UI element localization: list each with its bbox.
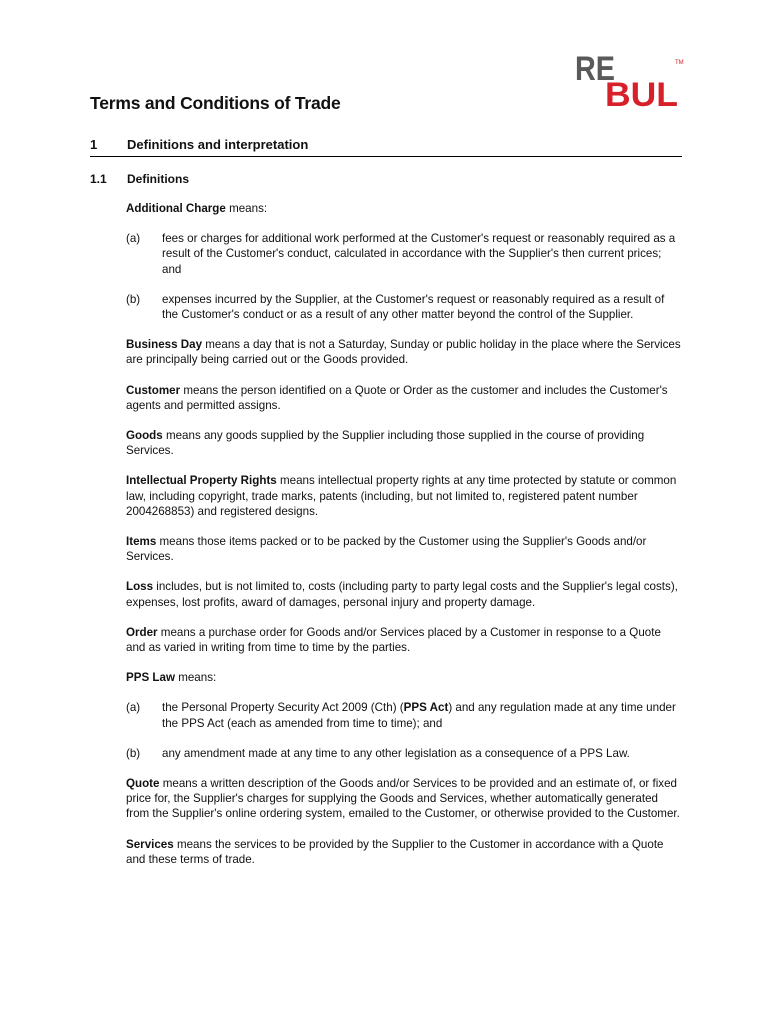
logo-trademark: TM <box>675 60 684 66</box>
definition-text: means: <box>174 671 217 685</box>
definition-business-day <box>126 337 682 367</box>
rebul-logo <box>575 50 685 108</box>
definition-term: Loss <box>126 580 154 594</box>
definition-intellectual-property-rights <box>126 473 682 519</box>
definition-text: means a purchase order for Goods and/or Services placed by a Customer in response to a Quote and as varied in writing from time to time by the parties. <box>126 625 661 655</box>
section-number: 1 <box>90 137 98 152</box>
definition-text: means: <box>225 202 268 215</box>
definition-order <box>126 625 682 655</box>
document-title: Terms and Conditions of Trade <box>90 93 341 113</box>
sub-item-text: fees or charges for additional work performed at the Customer's request or reasonably required as a result of the Customer's conduct, calculated in accordance with the Supplier's then current prices; and <box>162 232 676 276</box>
definition-sub-item <box>126 700 682 730</box>
sub-item-text-before: the Personal Property Security Act 2009 (Cth) ( <box>162 701 404 715</box>
sub-item-text: any amendment made at any time to any other legislation as a consequence of a PPS Law. <box>162 746 630 760</box>
definition-text: means intellectual property rights at any time protected by statute or common law, including copyright, trade marks, patents (including, but not limited to, registered patent number 2004268853) and registered designs. <box>126 474 677 518</box>
definition-term: Services <box>126 837 174 851</box>
definition-services <box>126 837 682 867</box>
sub-item-label: (a) <box>126 701 141 715</box>
logo-text-top: RE <box>575 50 615 88</box>
definition-term: Customer <box>126 383 181 397</box>
definition-term: Additional Charge <box>126 202 226 215</box>
sub-item-text-after: ) and any regulation made at any time under the PPS Act (each as amended from time to time); and <box>162 701 676 730</box>
section-heading <box>90 137 682 157</box>
sub-item-label: (b) <box>126 292 141 306</box>
definition-sub-item <box>126 746 682 761</box>
definition-items <box>126 534 682 564</box>
sub-item-bold-term: PPS Act <box>403 701 449 715</box>
definition-text: means a written description of the Goods and/or Services to be provided and an estimate of, or fixed price for, the Supplier's charges for supplying the Goods and Services, whether automatically generated from the Supplier's online ordering system, emailed to the Customer, or otherwise provided to the Customer. <box>126 777 680 821</box>
sub-item-label: (a) <box>126 232 141 246</box>
definition-goods <box>126 428 682 458</box>
definition-text: means the person identified on a Quote or Order as the customer and includes the Customer's agents and permitted assigns. <box>126 383 668 412</box>
definition-term: Goods <box>126 429 163 443</box>
definition-term: Business Day <box>126 338 203 352</box>
definition-sub-item <box>126 292 682 322</box>
definition-term: Intellectual Property Rights <box>126 474 277 488</box>
sub-item-label: (b) <box>126 746 141 760</box>
definition-term: Quote <box>126 777 160 791</box>
subsection-title: Definitions <box>127 172 189 186</box>
definition-loss <box>126 579 682 609</box>
definition-term: Items <box>126 535 157 549</box>
definition-text: includes, but is not limited to, costs (including party to party legal costs and the Supplier's legal costs), expenses, lost profits, award of damages, personal injury and property damage. <box>126 580 678 609</box>
definition-customer <box>126 383 682 413</box>
definition-additional-charge <box>126 201 682 216</box>
definition-term: Order <box>126 625 158 639</box>
section-title: Definitions and interpretation <box>127 137 309 152</box>
definition-term: PPS Law <box>126 671 175 685</box>
definition-pps-law <box>126 670 682 685</box>
sub-item-text: expenses incurred by the Supplier, at the Customer's request or reasonably required as a result of the Customer's conduct or as a result of any other matter beyond the control of the Supplier. <box>162 292 665 322</box>
definition-text: means any goods supplied by the Supplier including those supplied in the course of providing Services. <box>126 429 645 458</box>
definition-text: means a day that is not a Saturday, Sunday or public holiday in the place where the Services are principally being carried out or the Goods provided. <box>126 338 681 367</box>
definition-sub-item <box>126 231 682 277</box>
logo-text-bottom: BUL <box>605 76 678 108</box>
definitions-list <box>126 201 682 882</box>
subsection-number: 1.1 <box>90 172 107 186</box>
definition-text: means the services to be provided by the Supplier to the Customer in accordance with a Quote and these terms of trade. <box>126 837 664 866</box>
definition-text: means those items packed or to be packed by the Customer using the Supplier's Goods and/or Services. <box>126 535 647 564</box>
definition-quote <box>126 776 682 822</box>
